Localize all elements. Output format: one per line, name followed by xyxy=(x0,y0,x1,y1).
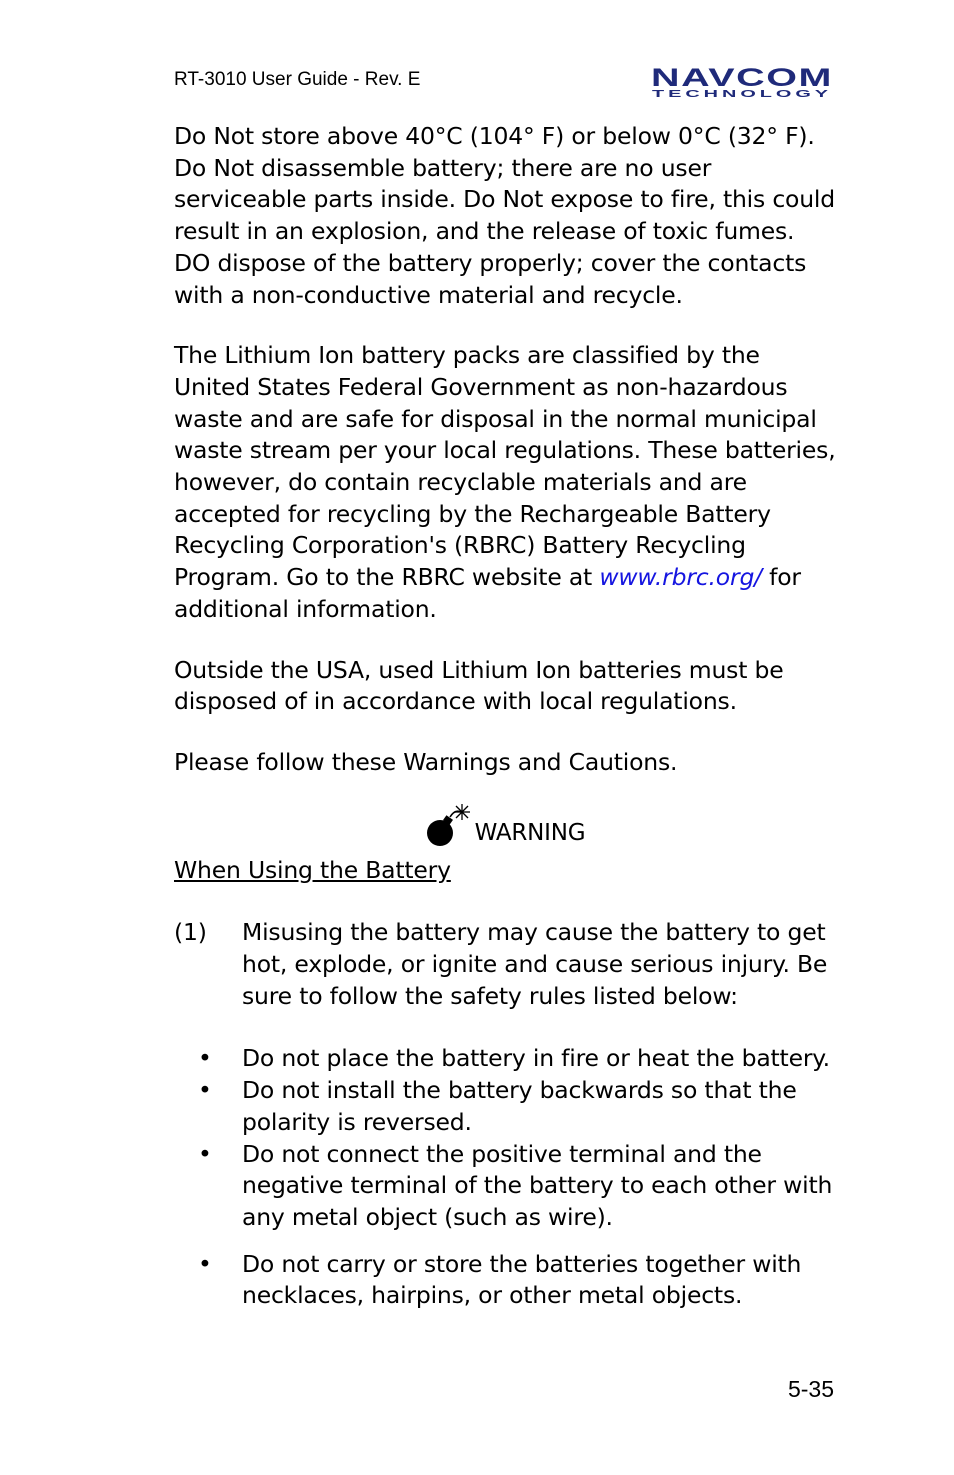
bullet-marker: • xyxy=(198,1249,212,1278)
section-heading: When Using the Battery xyxy=(174,855,451,884)
bomb-icon xyxy=(425,803,475,849)
bullet-text: Do not place the battery in fire or heat the battery. xyxy=(242,1044,830,1073)
item-text: Misusing the battery may cause the battery to get hot, explode, or ignite and cause serious injury. Be sure to follow the safety rules listed below: xyxy=(242,918,828,1010)
page-content xyxy=(174,121,836,1312)
document-title: RT-3010 User Guide - Rev. E xyxy=(174,69,421,90)
list-item xyxy=(174,1249,836,1312)
page-number: 5-35 xyxy=(787,1376,834,1402)
bullet-text: Do not connect the positive terminal and the negative terminal of the battery to each other with any metal object (such as wire). xyxy=(242,1139,833,1231)
list-item xyxy=(174,1043,836,1075)
list-item xyxy=(174,1075,836,1138)
bullet-text: Do not carry or store the batteries together with necklaces, hairpins, or other metal objects. xyxy=(242,1249,802,1310)
rbrc-website-link[interactable]: www.rbrc.org/ xyxy=(599,563,762,592)
bullet-marker: • xyxy=(198,1076,212,1105)
logo-main-text: NAVCOM xyxy=(651,66,833,92)
warning-label: WARNING xyxy=(474,819,586,846)
navcom-logo xyxy=(650,66,834,99)
follow-warnings-paragraph: Please follow these Warnings and Cautions. xyxy=(174,747,678,776)
disposal-text: The Lithium Ion battery packs are classified by the United States Federal Government as non-hazardous waste and are safe for disposal in the normal municipal waste stream per your local regulations. These batteries, however, do contain recyclable materials and are accepted for recycling by the Rechargeable Battery Recycling Corporation's (RBRC) Battery Recycling Program. Go to the RBRC website at xyxy=(174,341,836,592)
item-number: (1) xyxy=(174,918,207,947)
disposal-text-end: for additional information. xyxy=(174,563,801,623)
list-item xyxy=(174,1139,836,1234)
bullet-marker: • xyxy=(198,1139,212,1168)
bullet-text: Do not install the battery backwards so that the polarity is reversed. xyxy=(242,1076,797,1136)
outside-usa-paragraph: Outside the USA, used Lithium Ion batteries must be disposed of in accordance with local regulations. xyxy=(174,655,784,716)
logo-sub-text: TECHNOLOGY xyxy=(652,89,832,99)
disposal-paragraph xyxy=(174,340,836,625)
storage-paragraph: Do Not store above 40°C (104° F) or below 0°C (32° F). Do Not disassemble battery; there are no user serviceable parts inside. Do Not expose to fire, this could result in an explosion, and the release of toxic fumes. DO dispose of the battery properly; cover the contacts with a non-conductive material and recycle. xyxy=(174,122,835,309)
warning-banner xyxy=(174,809,836,853)
numbered-item xyxy=(174,917,836,1012)
bullet-marker: • xyxy=(198,1044,212,1073)
safety-rules-list xyxy=(174,1043,836,1312)
page-header xyxy=(174,66,834,101)
